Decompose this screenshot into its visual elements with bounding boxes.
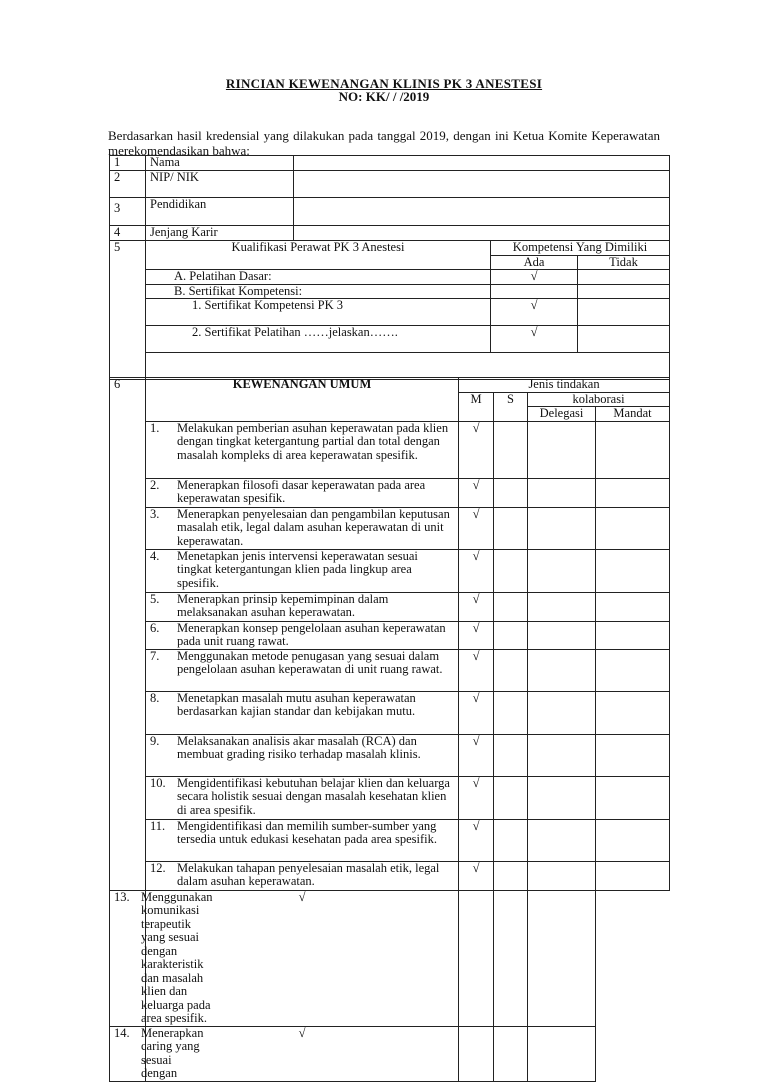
mandat-cell[interactable]: [596, 776, 670, 819]
mandat-cell[interactable]: [596, 478, 670, 507]
tidak-cell[interactable]: [578, 299, 670, 326]
m-checkmark[interactable]: √: [459, 819, 494, 861]
item-number: 9.: [150, 733, 160, 748]
identity-value-field[interactable]: [294, 198, 670, 226]
m-checkmark[interactable]: √: [459, 691, 494, 734]
authority-item: [146, 861, 459, 890]
mandat-cell[interactable]: [596, 621, 670, 649]
s-cell[interactable]: [459, 890, 494, 1026]
item-number: 6.: [150, 620, 160, 635]
identity-label: Pendidikan: [146, 198, 294, 226]
item-number: 11.: [150, 818, 166, 833]
s-cell[interactable]: [494, 621, 528, 649]
m-checkmark[interactable]: √: [459, 478, 494, 507]
m-checkmark[interactable]: √: [459, 421, 494, 478]
qualification-item: B. Sertifikat Kompetensi:: [146, 284, 491, 299]
s-cell[interactable]: [494, 549, 528, 592]
item-number: 1.: [150, 420, 160, 435]
delegasi-cell[interactable]: [494, 1026, 528, 1081]
item-number: 7.: [150, 648, 160, 663]
m-checkmark[interactable]: √: [459, 649, 494, 691]
item-number: 8.: [150, 690, 160, 705]
item-number: 2.: [150, 477, 160, 492]
row-number: 5: [110, 241, 146, 380]
delegasi-cell[interactable]: [528, 861, 596, 890]
s-cell[interactable]: [494, 776, 528, 819]
delegasi-header: Delegasi: [528, 407, 596, 422]
identity-value-field[interactable]: [294, 156, 670, 171]
s-header: S: [494, 392, 528, 421]
s-cell[interactable]: [494, 691, 528, 734]
authority-item: [146, 621, 459, 649]
item-number: 5.: [150, 591, 160, 606]
qualification-item: A. Pelatihan Dasar:: [146, 270, 491, 285]
mandat-cell[interactable]: [596, 649, 670, 691]
intro-paragraph: Berdasarkan hasil kredensial yang dilakukan pada tanggal 2019, dengan ini Ketua Komite Keperawatan merekomendasikan bahwa:: [108, 128, 660, 158]
m-checkmark[interactable]: √: [459, 549, 494, 592]
mandat-cell[interactable]: [596, 507, 670, 549]
tidak-cell[interactable]: [578, 284, 670, 299]
ada-checkmark[interactable]: √: [491, 270, 578, 285]
document-number: NO: KK/ / /2019: [338, 89, 430, 104]
authority-header: KEWENANGAN UMUM: [146, 378, 459, 422]
item-number: 4.: [150, 548, 160, 563]
item-text: Melakukan pemberian asuhan keperawatan pada klien dengan tingkat ketergantung partial dan total dengan masalah kompleks di area keperawatan spesifik.: [177, 420, 449, 462]
qualification-item: 2. Sertifikat Pelatihan ……jelaskan…….: [146, 326, 491, 353]
mandat-cell[interactable]: [596, 691, 670, 734]
item-number: 12.: [150, 860, 166, 875]
row-number: 1: [110, 156, 146, 171]
s-cell[interactable]: [494, 734, 528, 776]
m-checkmark[interactable]: √: [459, 592, 494, 621]
mandat-cell[interactable]: [596, 421, 670, 478]
mandat-cell[interactable]: [528, 1026, 596, 1081]
mandat-cell[interactable]: [596, 734, 670, 776]
delegasi-cell[interactable]: [528, 691, 596, 734]
item-number: 13.: [114, 889, 130, 904]
delegasi-cell[interactable]: [528, 649, 596, 691]
authority-item: [146, 819, 459, 861]
delegasi-cell[interactable]: [528, 592, 596, 621]
authority-item: [146, 549, 459, 592]
qualification-item: 1. Sertifikat Kompetensi PK 3: [146, 299, 491, 326]
identity-value-field[interactable]: [294, 226, 670, 241]
delegasi-cell[interactable]: [528, 507, 596, 549]
authority-item: [110, 1025, 204, 1081]
ada-checkmark[interactable]: [491, 284, 578, 299]
m-header: M: [459, 392, 494, 421]
s-cell[interactable]: [494, 861, 528, 890]
identity-value-field[interactable]: [294, 171, 670, 198]
s-cell[interactable]: [494, 478, 528, 507]
delegasi-cell[interactable]: [528, 819, 596, 861]
m-checkmark[interactable]: √: [459, 734, 494, 776]
item-text: Menerapkan konsep pengelolaan asuhan keperawatan pada unit ruang rawat.: [177, 620, 446, 648]
item-text: Melaksanakan analisis akar masalah (RCA) dan membuat grading risiko terhadap masalah klinis.: [177, 733, 421, 761]
delegasi-cell[interactable]: [528, 621, 596, 649]
item-text: Menggunakan komunikasi terapeutik yang sesuai dengan karakteristik dan masalah klien dan keluarga pada area spesifik.: [141, 889, 213, 1025]
mandat-cell[interactable]: [596, 819, 670, 861]
item-text: Menetapkan jenis intervensi keperawatan sesuai tingkat ketergantungan klien pada lingkup area spesifik.: [177, 548, 418, 590]
mandat-cell[interactable]: [596, 861, 670, 890]
m-checkmark[interactable]: √: [459, 861, 494, 890]
tidak-cell[interactable]: [578, 270, 670, 285]
tidak-header: Tidak: [578, 255, 670, 270]
authority-item: [146, 734, 459, 776]
item-text: Menerapkan penyelesaian dan pengambilan keputusan masalah etik, legal dalam asuhan keperawatan di unit keperawatan.: [177, 506, 450, 548]
s-cell[interactable]: [494, 421, 528, 478]
authority-item: [146, 592, 459, 621]
m-checkmark[interactable]: √: [146, 1026, 459, 1081]
ada-checkmark[interactable]: √: [491, 299, 578, 326]
mandat-cell[interactable]: [528, 890, 596, 1026]
s-cell[interactable]: [494, 592, 528, 621]
mandat-header: Mandat: [596, 407, 670, 422]
ada-checkmark[interactable]: √: [491, 326, 578, 353]
item-text: Menerapkan filosofi dasar keperawatan pada area keperawatan spesifik.: [177, 477, 426, 505]
item-number: 14.: [114, 1025, 130, 1040]
delegasi-cell[interactable]: [528, 734, 596, 776]
row-number: 3: [110, 198, 146, 226]
delegasi-cell[interactable]: [528, 549, 596, 592]
mandat-cell[interactable]: [596, 549, 670, 592]
authority-item: [146, 507, 459, 549]
item-text: Mengidentifikasi dan memilih sumber-sumber yang tersedia untuk edukasi kesehatan pada area spesifik.: [177, 818, 437, 846]
m-checkmark[interactable]: √: [459, 621, 494, 649]
s-cell[interactable]: [459, 1026, 494, 1081]
authority-table: [109, 377, 670, 1082]
delegasi-cell[interactable]: [528, 776, 596, 819]
qualification-blank-row: [146, 353, 670, 380]
item-number: 3.: [150, 506, 160, 521]
identity-qualification-table: [109, 155, 670, 380]
m-checkmark[interactable]: √: [459, 776, 494, 819]
delegasi-cell[interactable]: [528, 478, 596, 507]
delegasi-cell[interactable]: [528, 421, 596, 478]
authority-item: [146, 649, 459, 691]
row-number: 6: [110, 378, 146, 891]
identity-label: NIP/ NIK: [146, 171, 294, 198]
ada-header: Ada: [491, 255, 578, 270]
item-text: Melakukan tahapan penyelesaian masalah etik, legal dalam asuhan keperawatan.: [177, 860, 440, 888]
m-checkmark[interactable]: √: [459, 507, 494, 549]
identity-label: Jenjang Karir: [146, 226, 294, 241]
qualification-header: Kualifikasi Perawat PK 3 Anestesi: [146, 241, 491, 270]
jenis-tindakan-header: Jenis tindakan: [459, 378, 670, 393]
kolaborasi-header: kolaborasi: [528, 392, 670, 407]
s-cell[interactable]: [494, 649, 528, 691]
item-text: Mengidentifikasi kebutuhan belajar klien dan keluarga secara holistik sesuai dengan masalah kesehatan klien di area spesifik.: [177, 775, 450, 817]
row-number: 2: [110, 171, 146, 198]
authority-item: [110, 889, 213, 1026]
s-cell[interactable]: [494, 819, 528, 861]
item-text: Menetapkan masalah mutu asuhan keperawatan berdasarkan kajian standar dan kebijakan mutu.: [177, 690, 416, 718]
item-number: 10.: [150, 775, 166, 790]
tidak-cell[interactable]: [578, 326, 670, 353]
m-checkmark[interactable]: √: [146, 890, 459, 1026]
authority-item: [146, 776, 459, 819]
mandat-cell[interactable]: [596, 592, 670, 621]
item-text: Menggunakan metode penugasan yang sesuai dalam pengelolaan asuhan keperawatan di unit ruang rawat.: [177, 648, 443, 676]
item-text: Menerapkan prinsip kepemimpinan dalam melaksanakan asuhan keperawatan.: [177, 591, 389, 619]
s-cell[interactable]: [494, 507, 528, 549]
document-title: RINCIAN KEWENANGAN KLINIS PK 3 ANESTESI: [225, 76, 543, 91]
competence-header: Kompetensi Yang Dimiliki: [491, 241, 670, 256]
delegasi-cell[interactable]: [494, 890, 528, 1026]
row-number: 4: [110, 226, 146, 241]
item-text: Menerapkan caring yang sesuai dengan: [141, 1025, 204, 1080]
authority-item: [146, 691, 459, 734]
identity-label: Nama: [146, 156, 294, 171]
authority-item: [146, 478, 459, 507]
authority-item: [146, 421, 459, 478]
